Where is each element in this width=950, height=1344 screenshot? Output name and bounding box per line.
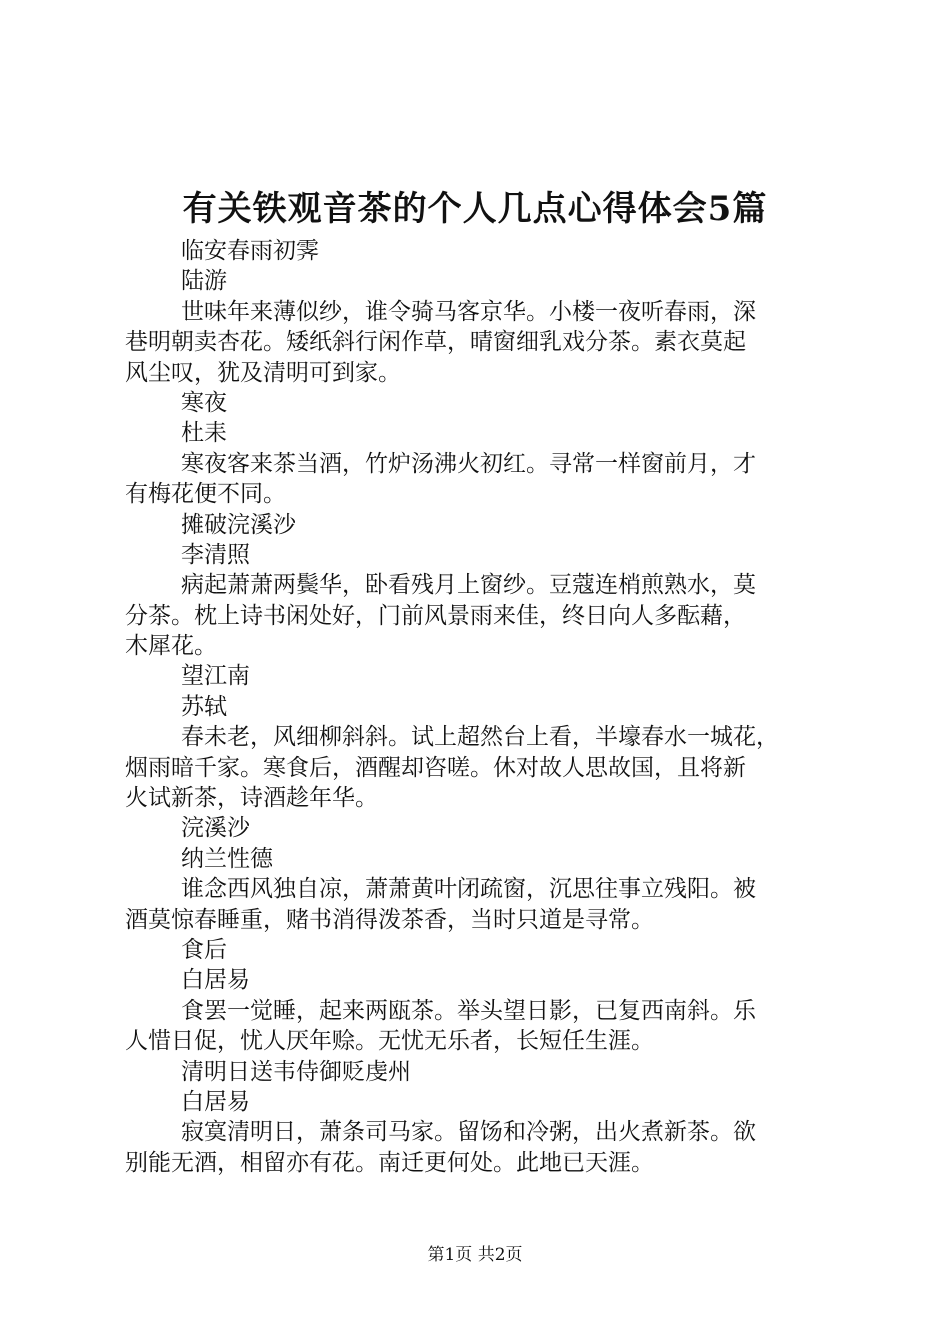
text-line: 李清照 (181, 541, 250, 568)
text-line: 白居易 (181, 967, 250, 994)
text-line: 分茶。枕上诗书闲处好，门前风景雨来佳，终日向人多酝藉， (125, 602, 746, 629)
text-line: 纳兰性德 (181, 845, 273, 872)
document-body (125, 236, 831, 1178)
text-line: 寒夜 (181, 389, 227, 416)
document-title: 有关铁观音茶的个人几点心得体会5篇 (182, 189, 768, 229)
text-line: 食后 (181, 936, 227, 963)
text-line: 浣溪沙 (181, 815, 250, 842)
text-line: 春未老，风细柳斜斜。试上超然台上看，半壕春水一城花， (181, 724, 779, 751)
text-line: 望江南 (181, 663, 250, 690)
text-line: 清明日送韦侍御贬虔州 (181, 1058, 411, 1085)
page-footer: 第1页 共2页 (427, 1245, 523, 1265)
text-line: 酒莫惊春睡重，赌书消得泼茶香，当时只道是寻常。 (125, 906, 654, 933)
text-line: 白居易 (181, 1088, 250, 1115)
text-line: 病起萧萧两鬓华，卧看残月上窗纱。豆蔻连梢煎熟水，莫 (181, 572, 756, 599)
text-line: 临安春雨初霁 (181, 238, 319, 264)
text-line: 有梅花便不同。 (125, 481, 286, 508)
text-line: 火试新茶，诗酒趁年华。 (125, 785, 378, 812)
text-line: 杜耒 (181, 420, 227, 447)
text-line: 风尘叹，犹及清明可到家。 (125, 359, 401, 386)
text-line: 谁念西风独自凉，萧萧黄叶闭疏窗，沉思往事立残阳。被 (181, 876, 756, 903)
text-line: 巷明朝卖杏花。矮纸斜行闲作草，晴窗细乳戏分茶。素衣莫起 (125, 329, 746, 356)
text-line: 世味年来薄似纱，谁令骑马客京华。小楼一夜听春雨，深 (181, 298, 756, 325)
text-line: 摊破浣溪沙 (181, 511, 296, 538)
text-line: 陆游 (181, 268, 227, 295)
text-line: 木犀花。 (125, 633, 217, 660)
text-line: 食罢一觉睡，起来两瓯茶。举头望日影，已复西南斜。乐 (181, 997, 756, 1024)
text-line: 苏轼 (181, 693, 227, 720)
text-line: 别能无酒，相留亦有花。南迁更何处。此地已天涯。 (125, 1149, 654, 1176)
text-line: 人惜日促，忧人厌年赊。无忧无乐者，长短任生涯。 (125, 1028, 654, 1055)
text-line: 烟雨暗千家。寒食后，酒醒却咨嗟。休对故人思故国，且将新 (125, 754, 746, 781)
text-line: 寒夜客来茶当酒，竹炉汤沸火初红。寻常一样窗前月，才 (181, 450, 756, 477)
text-line: 寂寞清明日，萧条司马家。留饧和冷粥，出火煮新茶。欲 (181, 1119, 756, 1146)
